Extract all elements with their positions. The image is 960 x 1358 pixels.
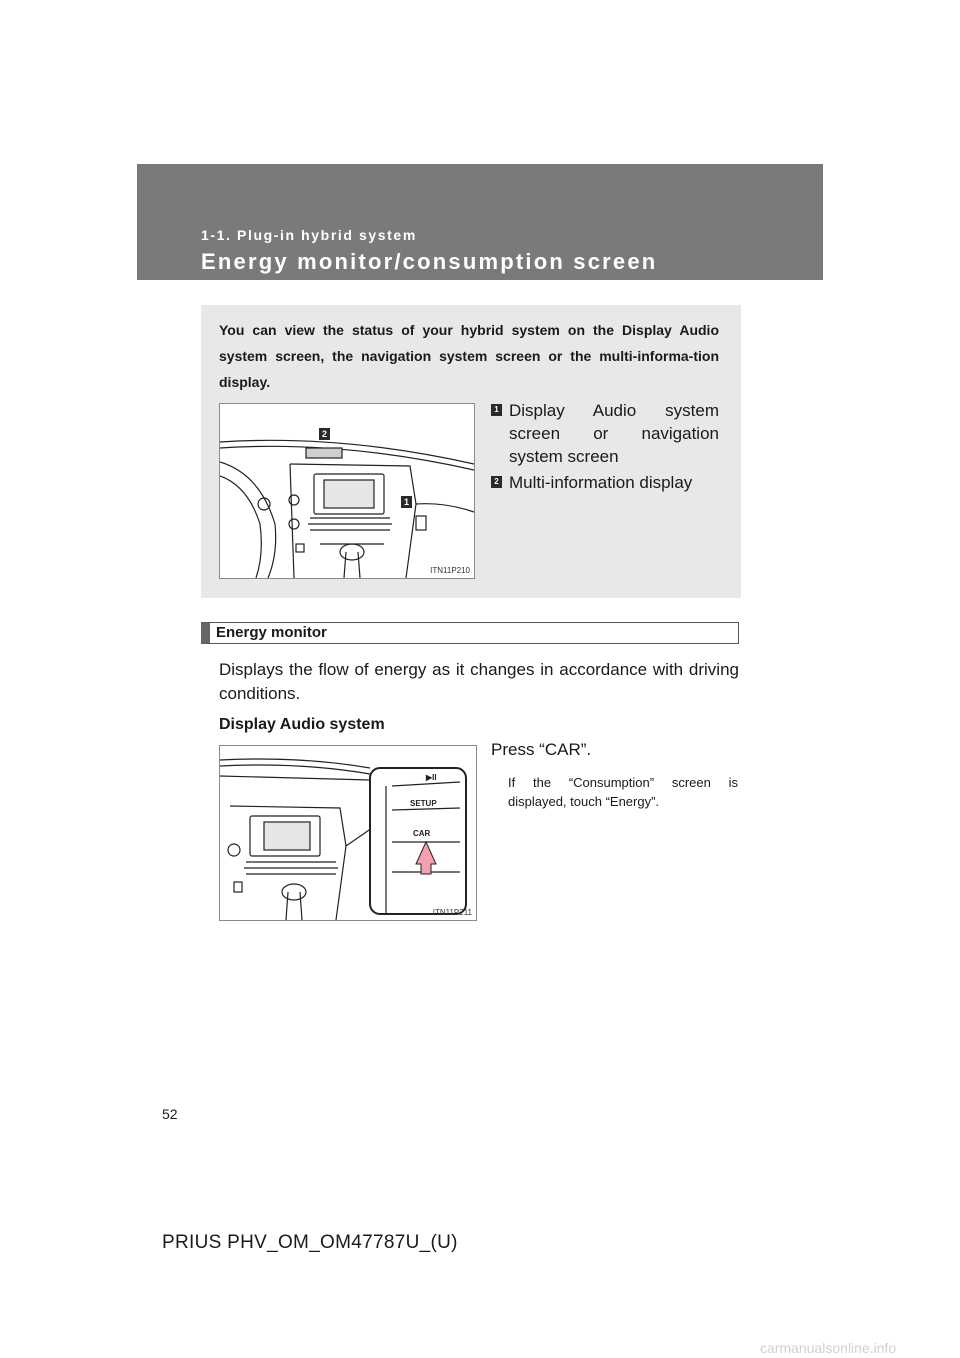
play-pause-label: ▶II [426, 773, 437, 782]
footer-doc-code: PRIUS PHV_OM_OM47787U_(U) [162, 1232, 458, 1253]
callout-item [491, 399, 719, 468]
dashboard-illustration [219, 403, 475, 579]
setup-label: SETUP [410, 799, 437, 808]
page-title: Energy monitor/consumption screen [201, 249, 658, 274]
intro-text: You can view the status of your hybrid system on the Display Audio system screen, the navigation system screen or the multi-informa-tion display. [219, 322, 719, 390]
section-heading [201, 622, 739, 644]
car-button-drawing [220, 746, 476, 920]
svg-text:2: 2 [321, 429, 328, 439]
step-text: Press “CAR”. [491, 740, 592, 759]
figure-code: ITN11P211 [432, 908, 472, 917]
section-heading-text: Energy monitor [216, 624, 327, 641]
intro-box [201, 305, 741, 598]
callout-label: Multi-information display [509, 473, 693, 492]
callout-item [491, 471, 719, 494]
car-button-illustration [219, 745, 477, 921]
body-text: Displays the flow of energy as it changes in accordance with driving conditions. [219, 660, 739, 703]
dashboard-drawing [220, 404, 474, 578]
page-number: 52 [162, 1106, 178, 1122]
callout-label: Display Audio system screen or navigation system screen [509, 401, 719, 466]
watermark: carmanualsonline.info [760, 1340, 897, 1356]
callout-list [491, 399, 719, 497]
svg-text:1: 1 [403, 497, 410, 507]
figure-code: ITN11P210 [430, 566, 470, 575]
section-label: 1-1. Plug-in hybrid system [201, 227, 417, 243]
car-label: CAR [413, 829, 431, 838]
callout-marker: 2 [491, 476, 502, 488]
subheading: Display Audio system [219, 716, 385, 733]
note-text: If the “Consumption” screen is displayed, touch “Energy”. [508, 775, 738, 809]
callout-marker: 1 [491, 404, 502, 416]
